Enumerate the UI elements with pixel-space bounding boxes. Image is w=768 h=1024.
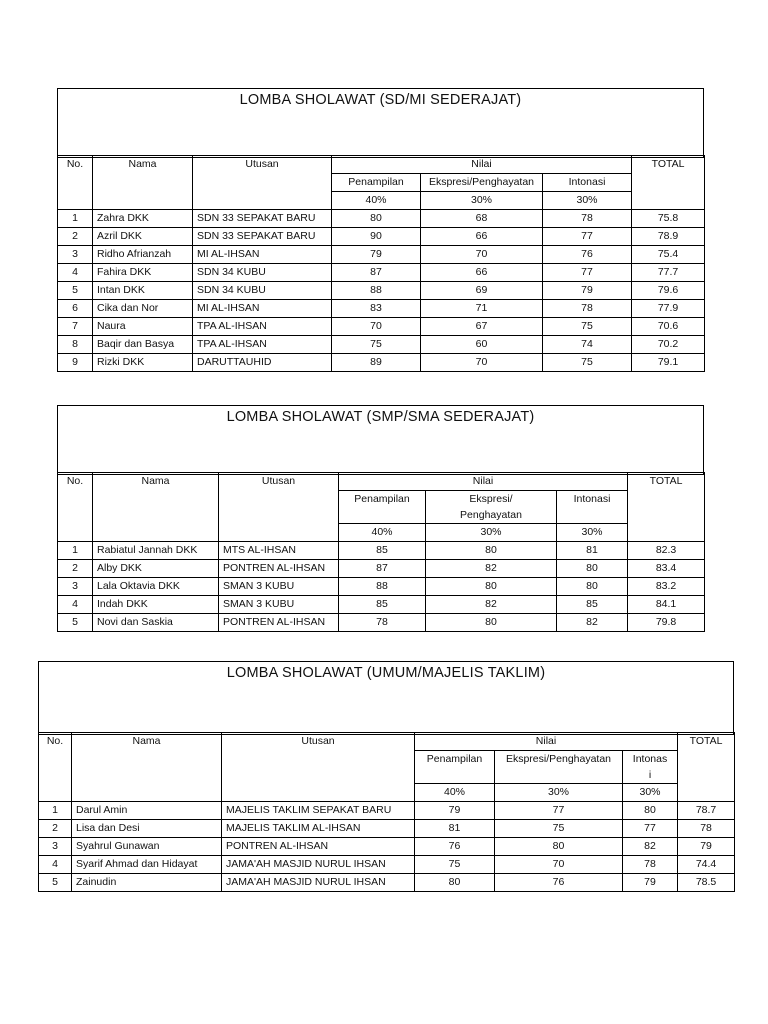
cell-total: 78 xyxy=(678,820,735,838)
cell-penampilan: 89 xyxy=(332,354,421,372)
cell-ekspresi: 70 xyxy=(421,354,543,372)
cell-utusan: SDN 34 KUBU xyxy=(193,282,332,300)
cell-no: 2 xyxy=(58,228,93,246)
col-header-total: TOTAL xyxy=(678,733,735,802)
col-header-ekspresi: Ekspresi/Penghayatan xyxy=(421,174,543,192)
cell-total: 70.2 xyxy=(632,336,705,354)
table-row xyxy=(58,246,705,264)
cell-total: 78.9 xyxy=(632,228,705,246)
table-row xyxy=(58,336,705,354)
col-header-intonasi xyxy=(623,751,678,784)
cell-penampilan: 88 xyxy=(339,578,426,596)
section-umum-majelis xyxy=(38,661,734,735)
table-row xyxy=(58,318,705,336)
cell-ekspresi: 75 xyxy=(495,820,623,838)
cell-nama: Rizki DKK xyxy=(93,354,193,372)
table-row xyxy=(58,282,705,300)
cell-no: 5 xyxy=(58,282,93,300)
cell-no: 8 xyxy=(58,336,93,354)
col-header-ekspresi xyxy=(426,491,557,524)
cell-total: 82.3 xyxy=(628,542,705,560)
cell-utusan: MAJELIS TAKLIM AL-IHSAN xyxy=(222,820,415,838)
section-title: LOMBA SHOLAWAT (UMUM/MAJELIS TAKLIM) xyxy=(226,665,546,681)
cell-penampilan: 79 xyxy=(332,246,421,264)
results-table-smp-sma xyxy=(57,472,705,632)
cell-utusan: MI AL-IHSAN xyxy=(193,246,332,264)
cell-total: 79.6 xyxy=(632,282,705,300)
cell-intonasi: 75 xyxy=(543,354,632,372)
cell-intonasi: 79 xyxy=(543,282,632,300)
section-title: LOMBA SHOLAWAT (SMP/SMA SEDERAJAT) xyxy=(226,409,535,425)
cell-nama: Naura xyxy=(93,318,193,336)
table-row xyxy=(58,596,705,614)
cell-nama: Zainudin xyxy=(72,874,222,892)
cell-total: 78.5 xyxy=(678,874,735,892)
cell-ekspresi: 70 xyxy=(495,856,623,874)
table-row xyxy=(58,560,705,578)
col-header-nama: Nama xyxy=(93,156,193,210)
cell-total: 79 xyxy=(678,838,735,856)
cell-nama: Rabiatul Jannah DKK xyxy=(93,542,219,560)
table-row xyxy=(39,838,735,856)
cell-no: 4 xyxy=(58,596,93,614)
col-header-no: No. xyxy=(58,473,93,542)
cell-intonasi: 78 xyxy=(543,210,632,228)
cell-utusan: SMAN 3 KUBU xyxy=(219,596,339,614)
results-table-sd-mi xyxy=(57,155,705,372)
cell-no: 3 xyxy=(39,838,72,856)
cell-utusan: MAJELIS TAKLIM SEPAKAT BARU xyxy=(222,802,415,820)
cell-intonasi: 78 xyxy=(623,856,678,874)
cell-ekspresi: 77 xyxy=(495,802,623,820)
cell-no: 3 xyxy=(58,246,93,264)
cell-nama: Ridho Afrianzah xyxy=(93,246,193,264)
table-row xyxy=(58,210,705,228)
cell-ekspresi: 80 xyxy=(426,578,557,596)
cell-utusan: TPA AL-IHSAN xyxy=(193,336,332,354)
cell-total: 79.8 xyxy=(628,614,705,632)
table-row xyxy=(39,874,735,892)
cell-intonasi: 77 xyxy=(543,264,632,282)
weight-penampilan: 40% xyxy=(415,784,495,802)
cell-nama: Zahra DKK xyxy=(93,210,193,228)
cell-intonasi: 76 xyxy=(543,246,632,264)
cell-penampilan: 79 xyxy=(415,802,495,820)
cell-penampilan: 88 xyxy=(332,282,421,300)
cell-no: 5 xyxy=(58,614,93,632)
section-sd-mi xyxy=(57,88,704,158)
weight-penampilan: 40% xyxy=(332,192,421,210)
cell-no: 9 xyxy=(58,354,93,372)
cell-total: 83.2 xyxy=(628,578,705,596)
cell-no: 4 xyxy=(39,856,72,874)
weight-penampilan: 40% xyxy=(339,524,426,542)
table-row xyxy=(58,354,705,372)
cell-nama: Intan DKK xyxy=(93,282,193,300)
header-row xyxy=(39,733,735,751)
cell-no: 1 xyxy=(58,210,93,228)
col-header-nilai: Nilai xyxy=(339,473,628,491)
cell-penampilan: 76 xyxy=(415,838,495,856)
cell-ekspresi: 80 xyxy=(426,542,557,560)
cell-utusan: MTS AL-IHSAN xyxy=(219,542,339,560)
cell-penampilan: 70 xyxy=(332,318,421,336)
cell-no: 7 xyxy=(58,318,93,336)
cell-intonasi: 77 xyxy=(623,820,678,838)
cell-no: 3 xyxy=(58,578,93,596)
cell-utusan: JAMA'AH MASJID NURUL IHSAN xyxy=(222,856,415,874)
cell-total: 75.8 xyxy=(632,210,705,228)
cell-ekspresi: 71 xyxy=(421,300,543,318)
cell-penampilan: 75 xyxy=(332,336,421,354)
cell-ekspresi: 66 xyxy=(421,264,543,282)
header-row xyxy=(58,156,705,174)
cell-penampilan: 75 xyxy=(415,856,495,874)
cell-total: 83.4 xyxy=(628,560,705,578)
cell-intonasi: 80 xyxy=(623,802,678,820)
cell-nama: Indah DKK xyxy=(93,596,219,614)
table-row xyxy=(58,228,705,246)
cell-ekspresi: 70 xyxy=(421,246,543,264)
cell-intonasi: 81 xyxy=(557,542,628,560)
cell-utusan: TPA AL-IHSAN xyxy=(193,318,332,336)
section-title: LOMBA SHOLAWAT (SD/MI SEDERAJAT) xyxy=(239,92,522,108)
cell-intonasi: 77 xyxy=(543,228,632,246)
cell-nama: Baqir dan Basya xyxy=(93,336,193,354)
cell-intonasi: 74 xyxy=(543,336,632,354)
cell-ekspresi: 80 xyxy=(495,838,623,856)
cell-nama: Lisa dan Desi xyxy=(72,820,222,838)
cell-ekspresi: 80 xyxy=(426,614,557,632)
section-smp-sma xyxy=(57,405,704,475)
cell-ekspresi: 82 xyxy=(426,596,557,614)
cell-penampilan: 85 xyxy=(339,596,426,614)
cell-total: 77.9 xyxy=(632,300,705,318)
col-header-nilai: Nilai xyxy=(415,733,678,751)
table-row xyxy=(39,820,735,838)
cell-total: 84.1 xyxy=(628,596,705,614)
weight-intonasi: 30% xyxy=(543,192,632,210)
table-row xyxy=(58,578,705,596)
cell-no: 6 xyxy=(58,300,93,318)
cell-total: 75.4 xyxy=(632,246,705,264)
cell-no: 1 xyxy=(58,542,93,560)
table-row xyxy=(58,542,705,560)
cell-penampilan: 85 xyxy=(339,542,426,560)
cell-intonasi: 80 xyxy=(557,578,628,596)
cell-utusan: PONTREN AL-IHSAN xyxy=(219,614,339,632)
cell-intonasi: 75 xyxy=(543,318,632,336)
weight-ekspresi: 30% xyxy=(426,524,557,542)
col-header-intonasi: Intonasi xyxy=(557,491,628,524)
header-row xyxy=(58,473,705,491)
table-row xyxy=(58,614,705,632)
col-header-utusan: Utusan xyxy=(219,473,339,542)
col-header-utusan: Utusan xyxy=(193,156,332,210)
col-header-intonasi: Intonasi xyxy=(543,174,632,192)
col-header-nilai: Nilai xyxy=(332,156,632,174)
cell-total: 70.6 xyxy=(632,318,705,336)
cell-ekspresi: 66 xyxy=(421,228,543,246)
cell-ekspresi: 82 xyxy=(426,560,557,578)
cell-intonasi: 82 xyxy=(623,838,678,856)
cell-no: 5 xyxy=(39,874,72,892)
cell-utusan: JAMA'AH MASJID NURUL IHSAN xyxy=(222,874,415,892)
cell-no: 1 xyxy=(39,802,72,820)
cell-total: 74.4 xyxy=(678,856,735,874)
cell-nama: Fahira DKK xyxy=(93,264,193,282)
cell-intonasi: 79 xyxy=(623,874,678,892)
cell-nama: Cika dan Nor xyxy=(93,300,193,318)
cell-penampilan: 90 xyxy=(332,228,421,246)
cell-penampilan: 80 xyxy=(415,874,495,892)
col-header-ekspresi: Ekspresi/Penghayatan xyxy=(495,751,623,784)
table-row xyxy=(58,300,705,318)
col-header-nama: Nama xyxy=(72,733,222,802)
cell-utusan: PONTREN AL-IHSAN xyxy=(222,838,415,856)
cell-utusan: DARUTTAUHID xyxy=(193,354,332,372)
table-body xyxy=(58,542,705,632)
cell-ekspresi: 67 xyxy=(421,318,543,336)
cell-intonasi: 78 xyxy=(543,300,632,318)
cell-nama: Syarif Ahmad dan Hidayat xyxy=(72,856,222,874)
col-header-total: TOTAL xyxy=(628,473,705,542)
col-header-total: TOTAL xyxy=(632,156,705,210)
weight-ekspresi: 30% xyxy=(495,784,623,802)
cell-intonasi: 82 xyxy=(557,614,628,632)
cell-total: 77.7 xyxy=(632,264,705,282)
cell-ekspresi: 76 xyxy=(495,874,623,892)
results-table-umum-majelis xyxy=(38,732,735,892)
cell-intonasi: 80 xyxy=(557,560,628,578)
weight-intonasi: 30% xyxy=(557,524,628,542)
cell-total: 79.1 xyxy=(632,354,705,372)
cell-ekspresi: 60 xyxy=(421,336,543,354)
col-header-penampilan: Penampilan xyxy=(339,491,426,524)
cell-nama: Azril DKK xyxy=(93,228,193,246)
cell-utusan: PONTREN AL-IHSAN xyxy=(219,560,339,578)
table-row xyxy=(39,802,735,820)
cell-no: 2 xyxy=(58,560,93,578)
col-header-no: No. xyxy=(39,733,72,802)
table-row xyxy=(39,856,735,874)
col-header-nama: Nama xyxy=(93,473,219,542)
cell-penampilan: 83 xyxy=(332,300,421,318)
cell-utusan: SDN 33 SEPAKAT BARU xyxy=(193,228,332,246)
cell-penampilan: 87 xyxy=(332,264,421,282)
cell-penampilan: 78 xyxy=(339,614,426,632)
cell-utusan: MI AL-IHSAN xyxy=(193,300,332,318)
weight-intonasi: 30% xyxy=(623,784,678,802)
cell-ekspresi: 68 xyxy=(421,210,543,228)
cell-nama: Lala Oktavia DKK xyxy=(93,578,219,596)
cell-nama: Novi dan Saskia xyxy=(93,614,219,632)
cell-intonasi: 85 xyxy=(557,596,628,614)
cell-penampilan: 81 xyxy=(415,820,495,838)
intonasi-line-2: i xyxy=(648,769,652,781)
cell-utusan: SMAN 3 KUBU xyxy=(219,578,339,596)
cell-nama: Alby DKK xyxy=(93,560,219,578)
cell-penampilan: 80 xyxy=(332,210,421,228)
cell-no: 4 xyxy=(58,264,93,282)
col-header-penampilan: Penampilan xyxy=(332,174,421,192)
ekspresi-line-2: Penghayatan xyxy=(460,509,522,521)
cell-nama: Syahrul Gunawan xyxy=(72,838,222,856)
col-header-utusan: Utusan xyxy=(222,733,415,802)
table-row xyxy=(58,264,705,282)
cell-utusan: SDN 34 KUBU xyxy=(193,264,332,282)
cell-total: 78.7 xyxy=(678,802,735,820)
cell-no: 2 xyxy=(39,820,72,838)
col-header-penampilan: Penampilan xyxy=(415,751,495,784)
table-body xyxy=(58,210,705,372)
table-body xyxy=(39,802,735,892)
intonasi-line-1: Intonas xyxy=(632,753,668,765)
ekspresi-line-1: Ekspresi/ xyxy=(469,493,513,505)
cell-ekspresi: 69 xyxy=(421,282,543,300)
cell-penampilan: 87 xyxy=(339,560,426,578)
cell-nama: Darul Amin xyxy=(72,802,222,820)
weight-ekspresi: 30% xyxy=(421,192,543,210)
col-header-no: No. xyxy=(58,156,93,210)
cell-utusan: SDN 33 SEPAKAT BARU xyxy=(193,210,332,228)
